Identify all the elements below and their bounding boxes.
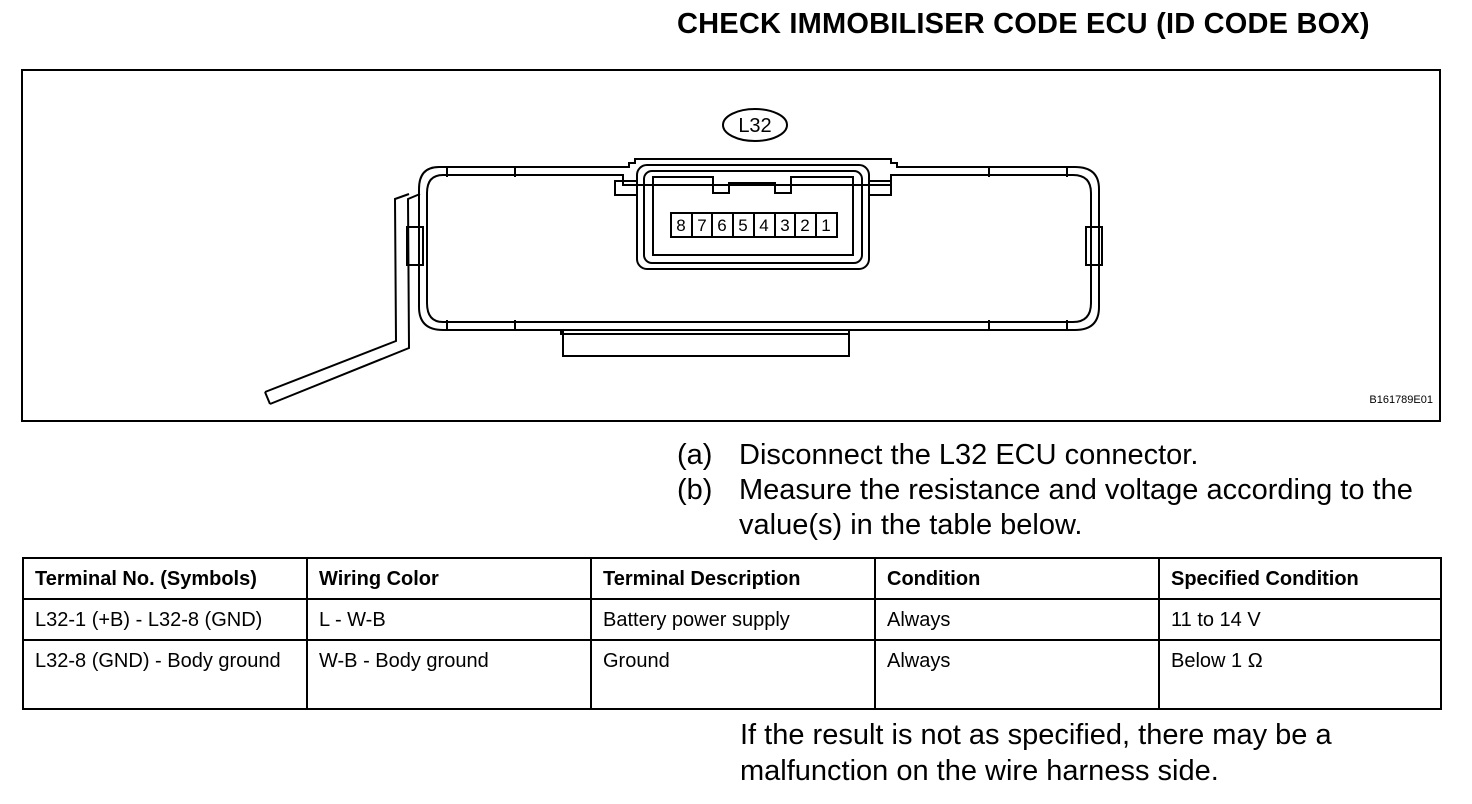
table-cell: Below 1 Ω (1159, 640, 1441, 709)
pin-label: 6 (717, 216, 727, 235)
column-header: Wiring Color (307, 558, 591, 599)
pin-label: 5 (738, 216, 748, 235)
step-text: Disconnect the L32 ECU connector. (739, 439, 1199, 471)
connector-diagram (21, 69, 1441, 422)
step-label: (b) (677, 474, 713, 506)
column-header: Condition (875, 558, 1159, 599)
pin-label: 3 (780, 216, 790, 235)
connector-label: L32 (738, 115, 772, 137)
column-header: Terminal No. (Symbols) (23, 558, 307, 599)
step-label: (a) (677, 439, 713, 471)
specification-table (22, 557, 1442, 710)
instruction-steps (677, 438, 1419, 543)
result-note: If the result is not as specified, there may be a malfunction on the wire harness side. (740, 719, 1332, 787)
table-row (23, 640, 1441, 709)
column-header: Specified Condition (1159, 558, 1441, 599)
figure-code: B161789E01 (1369, 394, 1433, 406)
table-cell: L32-1 (+B) - L32-8 (GND) (23, 599, 307, 640)
table-cell: L - W-B (307, 599, 591, 640)
pin-label: 7 (697, 216, 707, 235)
table-row (23, 599, 1441, 640)
table-cell: Always (875, 599, 1159, 640)
table-cell: L32-8 (GND) - Body ground (23, 640, 307, 709)
step-text: Measure the resistance and voltage according to the value(s) in the table below. (739, 474, 1413, 541)
table-cell: Ground (591, 640, 875, 709)
table-header-row (23, 558, 1441, 599)
pin-label: 1 (821, 216, 831, 235)
table-cell: Battery power supply (591, 599, 875, 640)
ecu-illustration (23, 71, 1439, 420)
step-a (677, 438, 1419, 473)
table-cell: 11 to 14 V (1159, 599, 1441, 640)
table-cell: Always (875, 640, 1159, 709)
column-header: Terminal Description (591, 558, 875, 599)
pin-label: 2 (800, 216, 810, 235)
table-cell: W-B - Body ground (307, 640, 591, 709)
pin-label: 8 (676, 216, 686, 235)
step-b (677, 473, 1419, 543)
pin-label: 4 (759, 216, 769, 235)
page-title: CHECK IMMOBILISER CODE ECU (ID CODE BOX) (677, 8, 1370, 40)
